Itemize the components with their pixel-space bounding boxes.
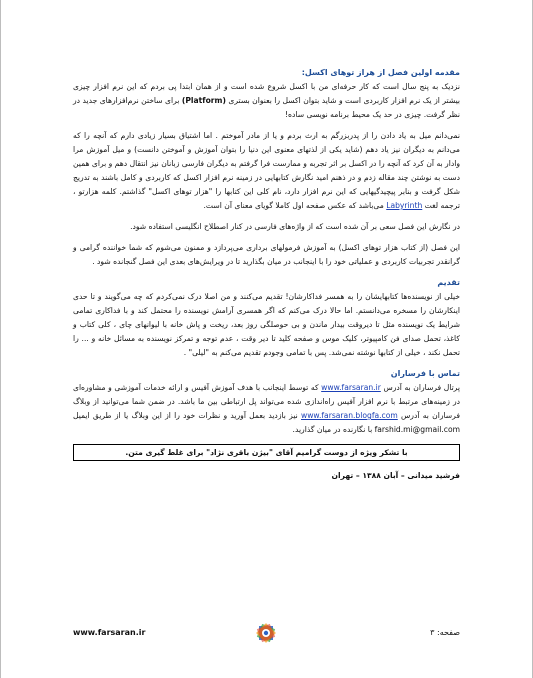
page-footer (73, 620, 460, 646)
intro-p1-text-after: برای ساختن نرم‌افزارهای جدید در نظر گرفت. چیزی در حد یک محیط برنامه نویسی ساده! (73, 96, 460, 119)
intro-paragraph-3: در نگارش این فصل سعی بر آن شده است که از واژه‌های فارسی در کنار اصطلاح انگلیسی استفاده شود. (130, 222, 460, 231)
author-signature: فرشید میدانی – آبان ۱۳۸۸ – تهران (331, 471, 460, 480)
contact-text-after: با نگارنده در میان گذارید. (292, 425, 375, 434)
intro-p2-text-before: نمی‌دانم میل به یاد دادن را از پدربزرگم به ارث بردم و یا از مادر آموختم . اما اشتیاق بسیار زیادی دارم که آنچه را که می‌دانم به دیگران نیز یاد دهم (شاید یکی از لذتهای معنوی این دنیا را بتوان آموزش و آموختن دانست) و میل آموزش مرا وادار به آن کرد که آنچه را در اکسل بر اثر تجربه و ممارست فرا گرفتم به دیگران فارسی زبانان نیز انتقال دهم و برای همین دست به نوشتن چند مقاله زدم و در ذهنم امید نگارش کتابهایی در زمینه نرم افزار اکسل که کاربردی و کامل باشند به تدریج شکل گرفت و بنابر پیچیدگیهایی که این نرم افزار دارد، نام کلی این کتابها را "هزار توهای اکسل" گذاشتم. کلمه هزارتو ، ترجمه لغت (73, 131, 460, 210)
farsaran-blog-link[interactable]: www.farsaran.blogfa.com (301, 411, 398, 420)
contact-text-before: پرتال فرساران به آدرس (380, 383, 460, 392)
intro-paragraph-4: این فصل (از کتاب هزار توهای اکسل) به آموزش فرمولهای برداری می‌پردازد و ممنون می‌شوم که شما خواننده گرامی و گرانقدر تجربیات کاربردی و عملیاتی خود را با اینجانب در میان بگذارید تا در ویرایش‌های بعدی این فصل گنجانده شود . (73, 243, 460, 266)
footer-website[interactable]: www.farsaran.ir (73, 628, 146, 637)
platform-term: (Platform) (181, 96, 226, 105)
contact-text-mid1: که توسط اینجانب با هدف آموزش آفیس و ارائه خدمات آموزشی و مشاوره‌ای در زمینه‌های مرتبط با نرم افزار آفیس راه‌اندازی شده می‌تواند پل ارتباطی بین ما باشد. در ضمن شما می‌توانید از وبلاگ فرساران به آدرس (73, 383, 460, 420)
intro-p1-text-before: نزدیک به پنج سال است که کار حرفه‌ای من با اکسل شروع شده است و از همان ابتدا پی بردم که این نرم افزار چیزی بیشتر از یک نرم افزار کاربردی است و شاید بتوان اکسل را بعنوان بستری (73, 82, 460, 105)
dedication-paragraph: خیلی از نویسنده‌ها کتابهایشان را به همسر فداکارشان! تقدیم می‌کنند و من اصلا درک نمی‌کردم که چه می‌گویند و تا حدی اینکارشان را مسخره می‌دانستم. اما حالا درک می‌کنم که اگر همسری آرامش نویسنده را محتمل کند و با فداکاری تمامی شرایط یک نویسنده مثل تا دیروقت بیدار ماندن و بی حوصلگی روز بعد، ریخت و پاش خانه با لیوانهای چای ، کلی کتاب و کاغذ، تحمل صدای فن کامپیوتر، کلیک موس و صفحه کلید تا دیر وقت ، عدم توجه و تمرکز نویسنده به مسائل خانه و ... را تحمل نکند ، خیلی از کتابها نوشته نمی‌شد. پس با تمامی وجودم تقدیم می‌کنم به "لیلی" . (73, 292, 460, 357)
intro-paragraph-2 (73, 129, 460, 213)
intro-paragraph-1 (73, 80, 460, 122)
intro-p2-text-after: می‌باشد که عکس صفحه اول کاملا گویای معنای آن است. (203, 201, 387, 210)
contact-heading: تماس با فرساران (390, 369, 460, 378)
intro-heading: مقدمه اولین فصل از هراز توهای اکسل: (301, 68, 460, 77)
email-address[interactable]: farshid.mi@gmail.com (374, 425, 460, 434)
farsaran-star-logo-icon (253, 620, 279, 646)
labyrinth-link[interactable]: Labyrinth (386, 201, 423, 210)
farsaran-site-link[interactable]: www.farsaran.ir (321, 383, 381, 392)
contact-text-mid2: نیز بازدید بعمل آورید و نظرات خود را از این وبلاگ یا از طریق ایمیل (73, 411, 302, 420)
contact-paragraph (73, 381, 460, 437)
page-content (73, 66, 460, 483)
footer-page-number: صفحه: ۳ (430, 628, 460, 637)
dedication-heading: تقدیم (437, 278, 460, 287)
thanks-notice-box: با تشکر ویژه از دوست گرامیم آقای "بیژن باقری نژاد" برای غلط گیری متن. (73, 444, 460, 461)
